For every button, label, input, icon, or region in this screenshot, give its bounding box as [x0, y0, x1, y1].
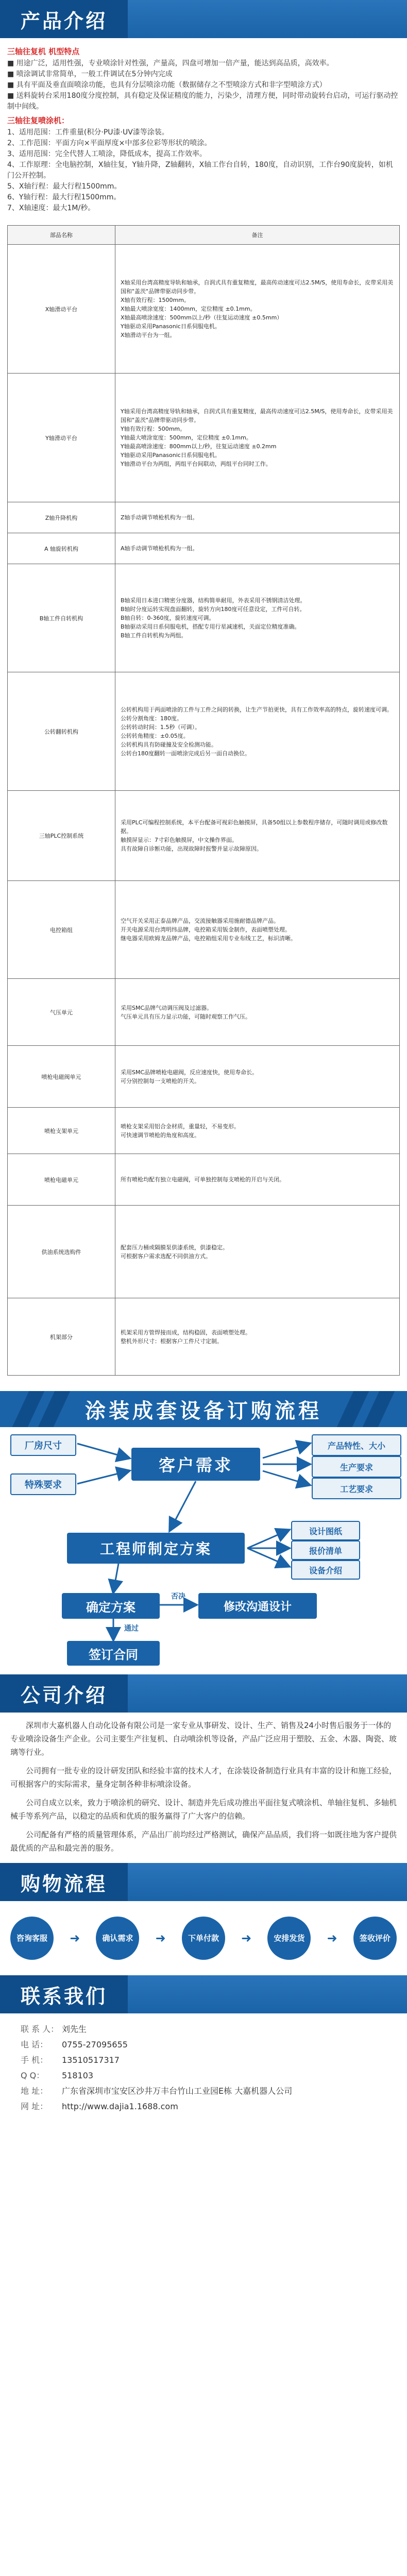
- part-desc: [115, 245, 400, 374]
- desc-line: 公转机构用于两面喷涂的工件与工件之间的转换，让生产节拍更快，具有工作效率高的特点，旋转速度可调。: [121, 706, 393, 713]
- table-row: [8, 1046, 400, 1108]
- desc-line: 可快速调节喷枪的角度和高度。: [121, 1131, 200, 1139]
- factory-size-box: 厂房尺寸: [10, 1434, 76, 1456]
- config-line: 3、适用范围：完全代替人工喷涂，降低成本，提高工作效率。: [7, 150, 207, 158]
- contact-row: [21, 2083, 386, 2099]
- arrow-right-icon: ➜: [70, 1931, 80, 1945]
- desc-line: B轴时分度运转实现盘面翻转，旋转方向180度可任意设定，工件可自转。: [121, 606, 306, 613]
- buy-step: 签收评价: [353, 1917, 397, 1960]
- arrow-right-icon: ➜: [327, 1931, 337, 1945]
- website-link[interactable]: http://www.dajia1.1688.com: [62, 2102, 178, 2111]
- part-desc: [115, 791, 400, 881]
- header-bar: [128, 1975, 407, 2013]
- part-name: 喷枪支架单元: [8, 1108, 115, 1154]
- contact-value: 广东省深圳市宝安区沙井万丰台竹山工业园E栋 大嘉机器人公司: [62, 2086, 293, 2096]
- desc-line: 可根据客户需求选配不同供油方式。: [121, 1252, 211, 1260]
- table-row: [8, 979, 400, 1046]
- spec-table-header: [8, 226, 400, 245]
- header-bar: [128, 0, 407, 38]
- desc-line: B轴驱动采用日系伺服电机，搭配专用行星减速机，关面定位精度准确。: [121, 623, 300, 630]
- desc-line: B轴自转：0-360度，旋转速度可调。: [121, 615, 215, 621]
- company-section-title: 公司介绍: [0, 1674, 128, 1713]
- feature-line: ■ 送料旋转台采用180度分度控制，具有稳定及保证精度的能力，污染少，清理方便，同时带动旋转台启动，可运行驱动控制中间线。: [7, 92, 398, 111]
- contact-section-title: 联系我们: [0, 1975, 128, 2013]
- contact-row: [21, 2099, 386, 2114]
- part-desc: [115, 564, 400, 672]
- desc-line: Y轴最高喷涂速度：800mm以上/秒，往复运动速度 ±0.2mm: [121, 443, 277, 450]
- desc-line: 公转台180度翻转一面喷涂完成后另一面自动换位。: [121, 750, 250, 757]
- contact-row: [21, 2022, 386, 2037]
- desc-line: 采用SMC品牌喷枪电磁阀，反应速度快，使用寿命长。: [121, 1069, 258, 1076]
- config-line: 7、X轴速度：最大1M/秒。: [7, 204, 95, 212]
- banner-stripe: [363, 1391, 395, 1427]
- special-requirements-box: 特殊要求: [10, 1473, 76, 1495]
- desc-line: 公转机构具有防碰撞及安全检测功能。: [121, 741, 217, 748]
- part-desc: [115, 1108, 400, 1154]
- company-paragraph: 公司拥有一批专业的设计研发团队和经验丰富的技术人才，在涂装设备制造行业具有丰富的设计和施工经验，可根据客户的实际需求，量身定制各种非标喷涂设备。: [10, 1766, 397, 1789]
- part-desc: [115, 502, 400, 533]
- spec-table: [7, 225, 400, 1376]
- desc-line: 继电器采用欧姆龙品牌产品，电控箱组采用专业布线工艺，标识清晰。: [121, 935, 296, 942]
- desc-line: Z轴手动调节喷枪机构为一组。: [121, 514, 198, 521]
- engineer-plan-box: 工程师制定方案: [67, 1533, 245, 1564]
- product-section-header: [0, 0, 407, 38]
- part-name: 气压单元: [8, 979, 115, 1046]
- company-intro: [0, 1713, 407, 1855]
- header-name: 部品名称: [8, 226, 115, 245]
- part-desc: [115, 979, 400, 1046]
- part-desc: [115, 881, 400, 979]
- contact-label: 地 址：: [21, 2086, 48, 2096]
- part-name: 公转翻转机构: [8, 672, 115, 791]
- part-desc: [115, 672, 400, 791]
- config-line: 5、X轴行程：最大行程1500mm。: [7, 182, 122, 191]
- contact-label: 联 系 人：: [21, 2024, 59, 2034]
- production-requirements-box: 生产要求: [312, 1456, 401, 1478]
- table-row: [8, 245, 400, 374]
- part-name: 电控箱组: [8, 881, 115, 979]
- desc-line: 公转转角精度：±0.05度。: [121, 732, 189, 739]
- desc-line: 可分别控制每一支喷枪的开关。: [121, 1077, 200, 1084]
- header-desc: 备注: [115, 226, 400, 245]
- desc-line: 所有喷枪均配有独立电磁阀，可单独控制每支喷枪的开启与关闭。: [121, 1176, 285, 1183]
- design-drawing-box: 设计图纸: [291, 1521, 360, 1540]
- contact-row: [21, 2068, 386, 2083]
- company-paragraph: 深圳市大嘉机器人自动化设备有限公司是一家专业从事研发、设计、生产、销售及24小时售后服务于一体的专业喷涂设备生产企业。公司主要生产往复机、自动喷涂机等设备，产品广泛应用于塑胶、五金、木器、陶瓷、玻璃等行业。: [10, 1721, 397, 1757]
- desc-line: Y轴最大喷涂宽度：500mm，定位精度 ±0.1mm。: [121, 434, 252, 441]
- desc-line: 具有故障自诊断功能，出现故障时报警并显示故障原因。: [121, 845, 262, 852]
- product-features-box: 产品特性、大小: [312, 1434, 401, 1456]
- flow-section-header: [0, 1391, 407, 1427]
- contact-label: 手 机：: [21, 2055, 48, 2065]
- buy-section-header: [0, 1863, 407, 1901]
- arrow-right-icon: ➜: [241, 1931, 252, 1945]
- contact-info: [0, 2013, 407, 2123]
- header-bar: [128, 1863, 407, 1901]
- customer-demand-box: 客户需求: [131, 1448, 260, 1481]
- desc-line: 公转分割角度：180度。: [121, 715, 182, 722]
- desc-line: X轴有效行程：1500mm。: [121, 297, 190, 303]
- desc-line: 采用PLC可编程控制系统，本平台配备可视彩色触摸屏，具备50组以上参数程序储存，可随时调用或修改数据。: [121, 819, 388, 835]
- part-desc: [115, 1154, 400, 1206]
- product-section-title: 产品介绍: [0, 0, 128, 38]
- buy-steps: [0, 1901, 407, 1975]
- table-row: [8, 533, 400, 564]
- desc-line: Y轴驱动采用Panasonic日系伺服电机。: [121, 452, 221, 459]
- desc-line: Y轴有效行程：500mm。: [121, 426, 186, 432]
- buy-step: 确认需求: [96, 1917, 139, 1960]
- desc-line: 喷枪支架采用铝合金材质，重量轻，不易变形。: [121, 1123, 240, 1130]
- table-row: [8, 881, 400, 979]
- desc-line: Y轴滑动平台为两组，两组平台间联动，两组平台同时工作。: [121, 461, 272, 467]
- part-desc: [115, 1206, 400, 1298]
- product-intro: [0, 38, 407, 214]
- config-heading: 三轴往复喷涂机：: [7, 116, 70, 125]
- table-row: [8, 1206, 400, 1298]
- banner-stripe: [38, 1391, 71, 1427]
- part-name: 供油系统选购件: [8, 1206, 115, 1298]
- config-line: 1、适用范围：工件重量(积分·PU漆·UV漆等涂装。: [7, 128, 169, 137]
- contact-row: [21, 2037, 386, 2053]
- equipment-intro-box: 设备介绍: [291, 1560, 360, 1580]
- part-desc: [115, 1046, 400, 1108]
- confirm-plan-box: 确定方案: [62, 1593, 160, 1619]
- desc-line: X轴最高喷涂速度：500mm以上/秒（往复运动速度 ±0.5mm）: [121, 314, 283, 321]
- order-flowchart: [0, 1427, 407, 1669]
- part-name: Y轴滑动平台: [8, 374, 115, 502]
- feature-line: ■ 用途广泛，适用性强，专业喷涂针对性强，产量高，四盘可增加一倍产量，能达到高品质，高效率。: [7, 59, 334, 67]
- desc-line: B轴工件自转机构为两组。: [121, 632, 187, 639]
- buy-step: 咨询客服: [10, 1917, 54, 1960]
- table-row: [8, 1108, 400, 1154]
- part-name: 机架部分: [8, 1298, 115, 1376]
- reject-label: 否决: [171, 1592, 185, 1601]
- desc-line: 整机外形尺寸：根据客户工件尺寸定制。: [121, 1337, 223, 1345]
- desc-line: B轴采用日本进口精密分度器，结构简单耐用，外表采用不锈钢清洁处理。: [121, 597, 306, 604]
- arrow-right-icon: ➜: [155, 1931, 166, 1945]
- part-name: Z轴升降机构: [8, 502, 115, 533]
- contact-label: Q Q：: [21, 2071, 45, 2080]
- part-name: 喷枪电磁阀单元: [8, 1046, 115, 1108]
- desc-line: X轴滑动平台为一组。: [121, 332, 176, 338]
- feature-line: ■ 具有平面及垂直面喷涂功能，也具有分层喷涂功能（数据储存之不型喷涂方式和非字型喷涂方式）: [7, 81, 327, 89]
- table-row: [8, 564, 400, 672]
- desc-line: 配套压力桶或隔膜泵供漆系统，供漆稳定。: [121, 1244, 228, 1251]
- contact-row: [21, 2053, 386, 2068]
- part-name: B轴工件自转机构: [8, 564, 115, 672]
- contact-value: 13510517317: [62, 2055, 120, 2065]
- table-row: [8, 791, 400, 881]
- contact-value: 刘先生: [62, 2024, 87, 2034]
- part-desc: [115, 1298, 400, 1376]
- desc-line: 开关电源采用台湾明纬品牌，电控箱采用钣金制作，表面喷塑处理。: [121, 926, 291, 933]
- part-name: A 轴旋转机构: [8, 533, 115, 564]
- company-paragraph: 公司自成立以来，致力于喷涂机的研究、设计、制造并先后成功推出平面往复式喷涂机、单轴往复机、多轴机械手等系列产品，以稳定的品质和优质的服务赢得了广大客户的信赖。: [10, 1798, 397, 1821]
- config-line: 2、工作范围：平面方向×平面厚度×中部多位彩等形状的喷涂。: [7, 139, 212, 147]
- table-row: [8, 374, 400, 502]
- part-desc: [115, 533, 400, 564]
- header-bar: [128, 1674, 407, 1713]
- desc-line: Y轴驱动采用Panasonic日系伺服电机。: [121, 323, 221, 330]
- contact-label: 网 址：: [21, 2102, 48, 2111]
- company-paragraph: 公司配备有严格的质量管理体系，产品出厂前均经过严格测试，确保产品品质，我们将一如既往地为客户提供最优质的产品和最完善的服务。: [10, 1830, 397, 1853]
- desc-line: Y轴采用台湾高精度导轨和轴承，自润式具有重复精度，最高传动速度可达2.5M/S，使用寿命长，皮带采用美国和"盖茨"品牌带驱动同步带。: [121, 408, 393, 423]
- config-line: 6、Y轴行程：最大行程1500mm。: [7, 193, 121, 201]
- feature-line: ■ 喷涂调试非常简单，一般工件调试在5分钟内完成: [7, 70, 173, 78]
- table-row: [8, 672, 400, 791]
- desc-line: X轴最大喷涂宽度：1400mm，定位精度 ±0.1mm。: [121, 306, 256, 312]
- buy-step: 安排发货: [267, 1917, 311, 1960]
- contact-value: 0755-27095655: [62, 2040, 128, 2049]
- desc-line: A轴手动调节喷枪机构为一组。: [121, 545, 198, 552]
- table-row: [8, 502, 400, 533]
- modify-design-box: 修改沟通设计: [198, 1593, 317, 1619]
- quotation-box: 报价清单: [291, 1540, 360, 1560]
- part-name: X轴滑动平台: [8, 245, 115, 374]
- desc-line: 气压单元具有压力显示功能，可随时观察工作气压。: [121, 1013, 251, 1020]
- desc-line: 采用SMC品牌气动调压阀及过滤器。: [121, 1004, 213, 1011]
- sign-contract-box: 签订合同: [67, 1641, 160, 1666]
- part-desc: [115, 374, 400, 502]
- buy-section-title: 购物流程: [0, 1863, 128, 1901]
- contact-value: 518103: [62, 2071, 94, 2080]
- banner-stripe: [337, 1391, 369, 1427]
- company-section-header: [0, 1674, 407, 1713]
- pass-label: 通过: [124, 1624, 139, 1633]
- banner-stripe: [12, 1391, 45, 1427]
- contact-section-header: [0, 1975, 407, 2013]
- buy-step: 下单付款: [182, 1917, 225, 1960]
- desc-line: 机架采用方管焊接而成，结构稳固，表面喷塑处理。: [121, 1329, 251, 1336]
- process-requirements-box: 工艺要求: [312, 1478, 401, 1499]
- table-row: [8, 1298, 400, 1376]
- desc-line: 空气开关采用正泰品牌产品，交流接触器采用施耐德品牌产品。: [121, 918, 279, 924]
- desc-line: 触摸屏显示：7寸彩色触摸屏，中文操作界面。: [121, 837, 238, 843]
- table-row: [8, 1154, 400, 1206]
- contact-label: 电 话：: [21, 2040, 48, 2049]
- part-name: 喷枪电磁单元: [8, 1154, 115, 1206]
- flow-section-title: 涂装成套设备订购流程: [85, 1399, 322, 1423]
- desc-line: 公转转动时间：1.5秒（可调）。: [121, 723, 200, 731]
- config-line: 4、工作原理：全电脑控制，X轴往复，Y轴升降，Z轴翻转，X轴工作台自转，180度，自动识别，工作台90度旋转，如机门公开控制。: [7, 161, 393, 180]
- desc-line: X轴采用台湾高精度导轨和轴承，自润式具有重复精度，最高传动速度可达2.5M/S，使用寿命长，皮带采用美国和"盖茨"品牌带驱动同步带。: [121, 279, 394, 295]
- part-name: 三轴PLC控制系统: [8, 791, 115, 881]
- features-heading: 三轴往复机 机型特点: [7, 47, 80, 56]
